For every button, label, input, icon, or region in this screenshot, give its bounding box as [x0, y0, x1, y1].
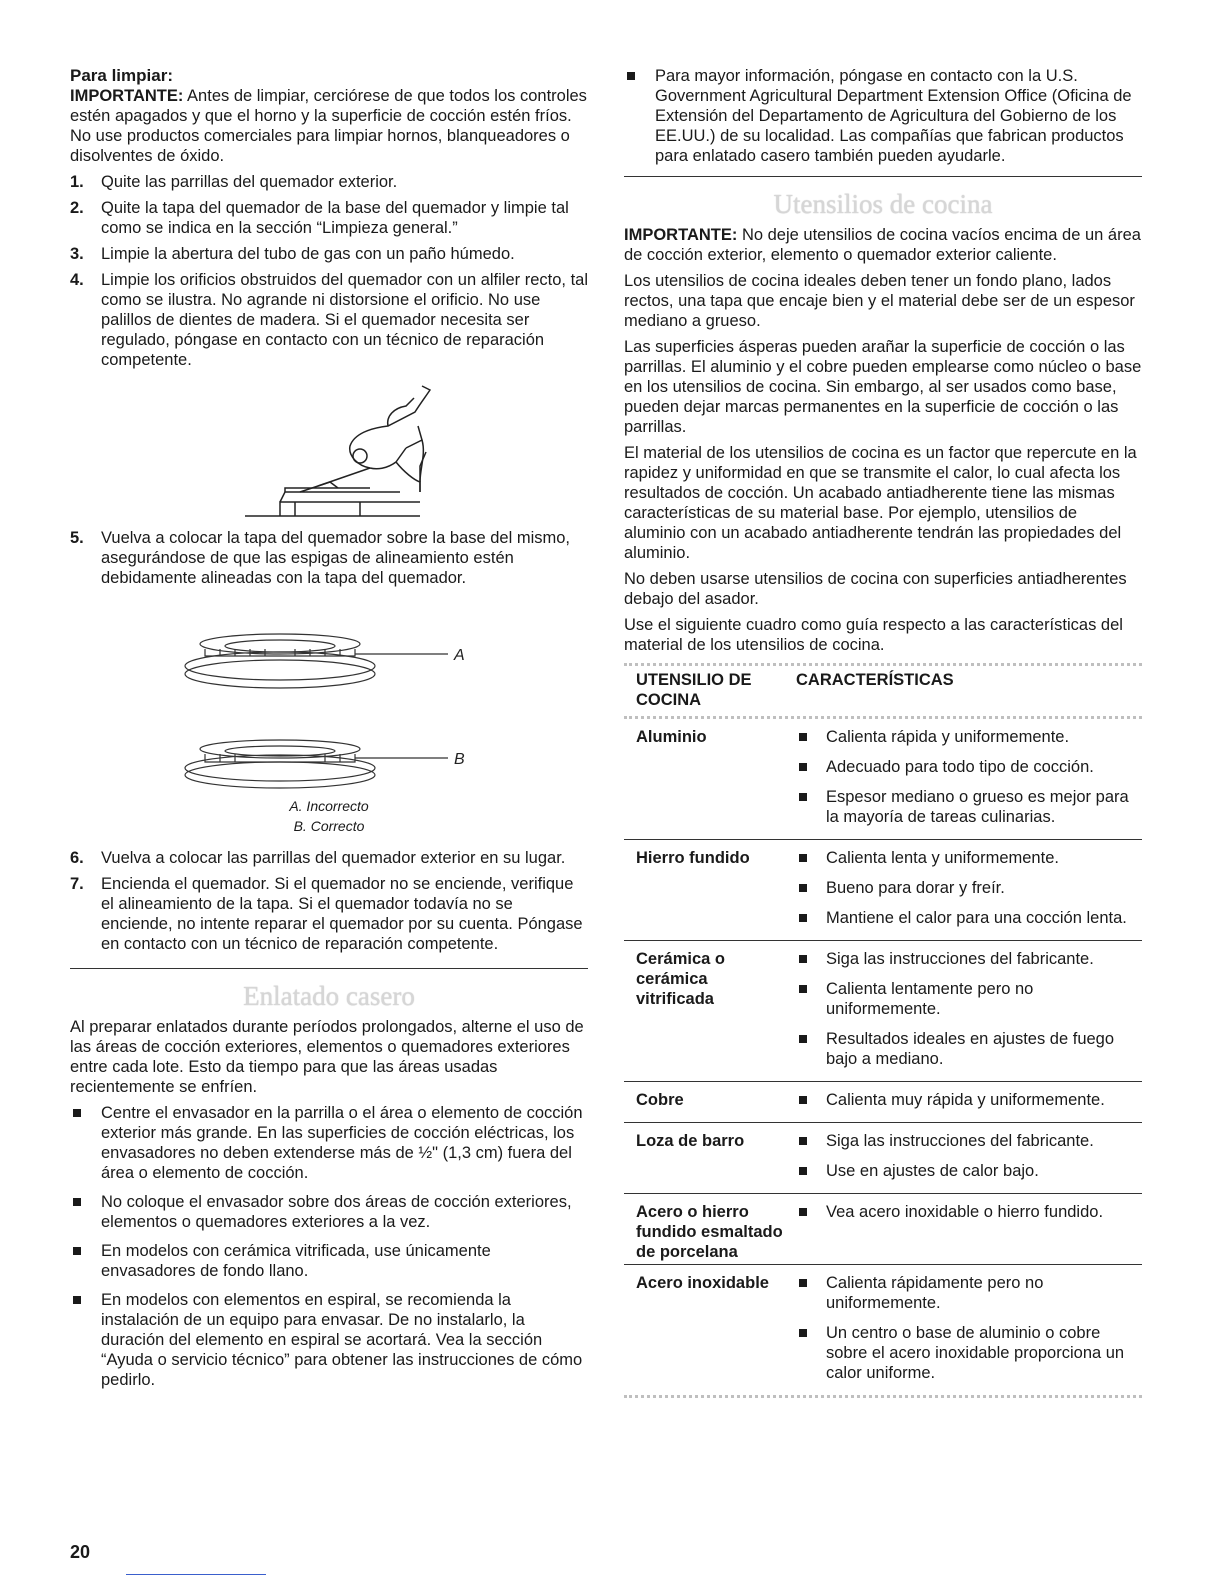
cleaning-steps-b: [70, 848, 588, 954]
bullet-item: No coloque el envasador sobre dos áreas de cocción exteriores, elementos o quemadores exteriores a la vez.: [70, 1192, 588, 1232]
burner-cap-alignment-figure: [70, 594, 588, 794]
step-number: 2.: [70, 199, 84, 217]
right-column: [624, 66, 1142, 1398]
canning-intro: Al preparar enlatados durante períodos prolongados, alterne el uso de las áreas de cocción exteriores, elementos o quemadores exteriores entre cada lote. Esto da tiempo para que las áreas usadas recientemente se enfríen.: [70, 1018, 584, 1096]
cleaning-important: [70, 86, 588, 166]
characteristics-cell: [796, 949, 1142, 1079]
table-row: [624, 840, 1142, 941]
cookware-paragraph: Los utensilios de cocina ideales deben tener un fondo plano, lados rectos, una tapa que encaje bien y el material debe ser de un espesor mediano a grueso.: [624, 272, 1135, 330]
bullet-item: Centre el envasador en la parrilla o el área o elemento de cocción exterior más grande. En las superficies de cocción eléctricas, los envasadores no deben extenderse más de ½" (1,3 cm) fuera del área o elemento de cocción.: [70, 1103, 588, 1183]
table-row: [624, 941, 1142, 1082]
section-divider: [70, 968, 588, 969]
step-item: [70, 244, 588, 264]
characteristic-item: Resultados ideales en ajustes de fuego bajo a mediano.: [796, 1029, 1142, 1069]
step-text: Limpie los orificios obstruidos del quemador con un alfiler recto, tal como se ilustra. No agrande ni distorsione el orificio. No use palillos de dientes de madera. Si el quemador necesita ser regulado, póngase en contacto con un técnico de reparación competente.: [101, 271, 588, 369]
characteristics-list: [796, 727, 1142, 827]
bullet-item: En modelos con elementos en espiral, se recomienda la instalación de un equipo para envasar. De no instalarlo, la duración del elemento en espiral se acortará. Vea la sección “Ayuda o servicio técnico” para obtener las instrucciones de cómo pedirlo.: [70, 1290, 588, 1390]
table-body: [624, 719, 1142, 1398]
characteristics-cell: [796, 1273, 1142, 1393]
caption-a: A. Incorrecto: [289, 798, 369, 814]
table-header: [624, 663, 1142, 719]
table-row: [624, 719, 1142, 840]
step-text: Encienda el quemador. Si el quemador no se enciende, verifique el alineamiento de la tapa. Si el quemador todavía no se enciende, no intente reparar el quemador por su cuenta. Póngase en contacto con un técnico de reparación competente.: [101, 875, 583, 953]
label-b: B: [454, 751, 465, 768]
left-column: [70, 66, 588, 1399]
canning-bullets-continued: [624, 66, 1142, 166]
characteristic-item: Bueno para dorar y freír.: [796, 878, 1142, 898]
cleaning-steps-a: [70, 172, 588, 370]
characteristics-list: [796, 1273, 1142, 1383]
bullet-item: Para mayor información, póngase en contacto con la U.S. Government Agricultural Department Extension Office (Oficina de Extensión del Departamento de Agricultura del Gobierno de los EE.UU.) de su localidad. Las compañías que fabrican productos para enlatado casero también pueden ayudarle.: [624, 66, 1142, 166]
characteristic-item: Espesor mediano o grueso es mejor para la mayoría de tareas culinarias.: [796, 787, 1142, 827]
characteristics-list: [796, 848, 1142, 928]
characteristics-cell: [796, 727, 1142, 837]
characteristic-item: Use en ajustes de calor bajo.: [796, 1161, 1142, 1181]
table-row: [624, 1082, 1142, 1123]
cookware-title: Utensilios de cocina: [773, 189, 993, 219]
cleaning-step-5: [70, 528, 588, 588]
step-number: 7.: [70, 875, 84, 893]
burner-cleaning-illustration: [70, 376, 588, 526]
step-number: 1.: [70, 173, 84, 191]
characteristics-cell: [796, 1090, 1142, 1120]
section-divider: [624, 176, 1142, 177]
characteristics-cell: [796, 1202, 1142, 1262]
cookware-important: [624, 225, 1142, 265]
important-label: IMPORTANTE:: [624, 226, 738, 244]
cookware-paragraph: Las superficies ásperas pueden arañar la superficie de cocción o las parrillas. El aluminio y el cobre pueden emplearse como núcleo o base en los utensilios de cocina. Sin embargo, al ser usados como base, pueden dejar marcas permanentes en la superficie de cocción o las parrillas.: [624, 338, 1142, 436]
material-cell: Acero inoxidable: [636, 1274, 769, 1292]
canning-title: Enlatado casero: [243, 981, 415, 1011]
characteristics-list: [796, 1090, 1142, 1110]
characteristic-item: Calienta lenta y uniformemente.: [796, 848, 1142, 868]
step-number: 6.: [70, 849, 84, 867]
header-characteristics: CARACTERÍSTICAS: [796, 671, 954, 689]
table-row: [624, 1123, 1142, 1194]
step-item: [70, 172, 588, 192]
step-text: Quite las parrillas del quemador exterior.: [101, 173, 398, 191]
step-item: [70, 270, 588, 370]
step-text: Vuelva a colocar las parrillas del quemador exterior en su lugar.: [101, 849, 566, 867]
table-row: [624, 1194, 1142, 1265]
caption-b: B. Correcto: [293, 818, 365, 834]
figure-caption: [70, 796, 588, 836]
step-text: Quite la tapa del quemador de la base del quemador y limpie tal como se indica en la sección “Limpieza general.”: [101, 199, 569, 237]
characteristic-item: Calienta rápidamente pero no uniformemente.: [796, 1273, 1142, 1313]
step-number: 3.: [70, 245, 84, 263]
cookware-paragraph: Use el siguiente cuadro como guía respecto a las características del material de los utensilios de cocina.: [624, 616, 1123, 654]
canning-bullets: [70, 1103, 588, 1390]
cookware-paragraph: El material de los utensilios de cocina es un factor que repercute en la rapidez y uniformidad en que se transmite el calor, lo cual afecta los resultados de cocción. Un acabado antiadherente tiene las mismas características de su material base. Por ejemplo, utensilios de aluminio con un acabado antiadherente tendrán las propiedades del aluminio.: [624, 444, 1137, 562]
step-item: [70, 528, 588, 588]
cookware-table: [624, 663, 1142, 1398]
material-cell: Cerámica o cerámica vitrificada: [636, 950, 725, 1008]
characteristics-cell: [796, 1131, 1142, 1191]
step-text: Vuelva a colocar la tapa del quemador sobre la base del mismo, asegurándose de que las espigas de alineamiento estén debidamente alineadas con la tapa del quemador.: [101, 529, 570, 587]
characteristics-list: [796, 1202, 1142, 1222]
step-number: 4.: [70, 271, 84, 289]
material-cell: Cobre: [636, 1091, 684, 1109]
material-cell: Loza de barro: [636, 1132, 745, 1150]
step-item: [70, 848, 588, 868]
characteristic-item: Calienta rápida y uniformemente.: [796, 727, 1142, 747]
characteristic-item: Calienta lentamente pero no uniformemente.: [796, 979, 1142, 1019]
material-cell: Acero o hierro fundido esmaltado de porcelana: [636, 1203, 783, 1261]
material-cell: Hierro fundido: [636, 849, 750, 867]
bullet-item: En modelos con cerámica vitrificada, use únicamente envasadores de fondo llano.: [70, 1241, 588, 1281]
step-number: 5.: [70, 529, 84, 547]
important-text: No deje utensilios de cocina vacíos encima de un área de cocción exterior, elemento o quemador exterior caliente.: [624, 226, 1141, 264]
table-row: [624, 1265, 1142, 1398]
characteristic-item: Adecuado para todo tipo de cocción.: [796, 757, 1142, 777]
characteristic-item: Vea acero inoxidable o hierro fundido.: [796, 1202, 1142, 1222]
step-text: Limpie la abertura del tubo de gas con un paño húmedo.: [101, 245, 515, 263]
characteristic-item: Un centro o base de aluminio o cobre sobre el acero inoxidable proporciona un calor uniforme.: [796, 1323, 1142, 1383]
header-material: UTENSILIO DE COCINA: [636, 671, 752, 709]
step-item: [70, 874, 588, 954]
characteristic-item: Siga las instrucciones del fabricante.: [796, 1131, 1142, 1151]
characteristics-list: [796, 1131, 1142, 1181]
characteristic-item: Calienta muy rápida y uniformemente.: [796, 1090, 1142, 1110]
material-cell: Aluminio: [636, 728, 707, 746]
footer-line: [126, 1574, 266, 1575]
characteristic-item: Siga las instrucciones del fabricante.: [796, 949, 1142, 969]
characteristic-item: Mantiene el calor para una cocción lenta.: [796, 908, 1142, 928]
characteristics-cell: [796, 848, 1142, 938]
page-number: 20: [70, 1542, 91, 1562]
cleaning-heading: Para limpiar:: [70, 66, 173, 85]
step-item: [70, 198, 588, 238]
important-text: Antes de limpiar, cerciórese de que todos los controles estén apagados y que el horno y la superficie de cocción estén fríos. No use productos comerciales para limpiar hornos, blanqueadores o disolventes de óxido.: [70, 87, 587, 165]
important-label: IMPORTANTE:: [70, 87, 184, 105]
label-a: A: [454, 647, 465, 664]
characteristics-list: [796, 949, 1142, 1069]
cookware-paragraph: No deben usarse utensilios de cocina con superficies antiadherentes debajo del asador.: [624, 570, 1127, 608]
